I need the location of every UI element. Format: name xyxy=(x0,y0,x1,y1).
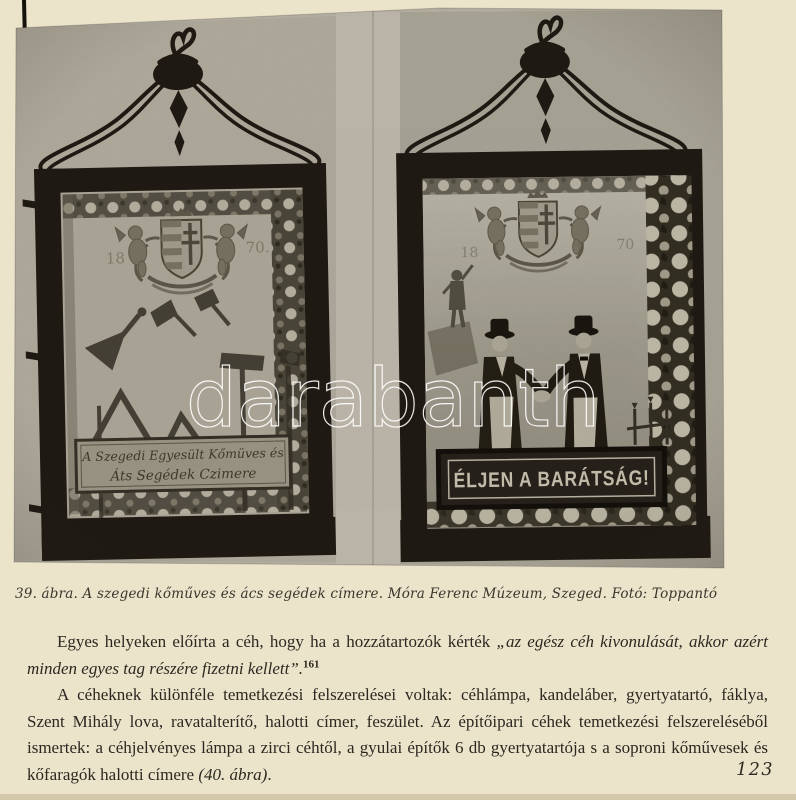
para2-tail: . xyxy=(267,764,272,784)
page-number: 123 xyxy=(736,760,774,780)
watermark-text: darabanth xyxy=(186,352,601,445)
figure-caption: 39. ábra. A szegedi kőműves és ács segédek címere. Móra Ferenc Múzeum, Szeged. Fotó: Toppantó xyxy=(15,586,718,602)
para2-normal: A céheknek különféle temetkezési felszerelései voltak: céhlámpa, kandeláber, gyertyatartó, fáklya, Szent Mihály lova, ravatalterítő, halotti címer, feszület. Az építőipari céhek temetkezési felszereléséből ismertek: a céhjelvényes lámpa a zirci céhtől, a gyulai építők 6 db gyertyatartója s a soproni kőművesek és kőfaragók halotti címere xyxy=(27,685,768,784)
para1-normal: Egyes helyeken előírta a céh, hogy ha a hozzátartozók kérték xyxy=(57,632,497,651)
photo-vignette xyxy=(14,8,724,568)
footnote-ref: 161 xyxy=(303,657,320,670)
body-text xyxy=(27,629,768,788)
paragraph-2 xyxy=(27,682,768,788)
paragraph-1 xyxy=(27,629,768,682)
para2-figure-ref: (40. ábra) xyxy=(198,764,268,784)
para1-quote: „az egész céh kivonulását, akkor azért minden egyes tag részére fizetni kellett”. xyxy=(27,632,768,678)
